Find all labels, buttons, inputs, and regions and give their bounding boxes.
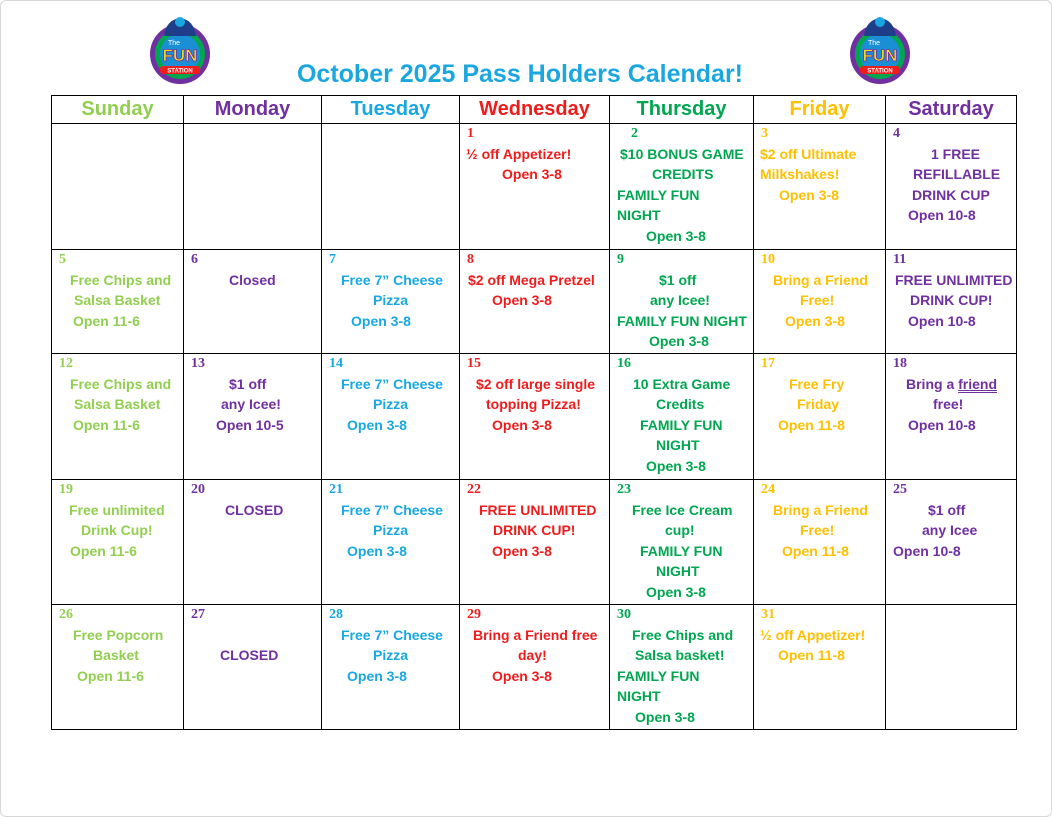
date-number: 6 xyxy=(191,252,198,267)
hours-line: Open 3-8 xyxy=(347,417,407,433)
date-number: 15 xyxy=(467,356,481,371)
date-number: 17 xyxy=(761,356,775,371)
day-cell xyxy=(610,250,754,354)
date-number: 31 xyxy=(761,607,775,622)
offer-line: 10 Extra Game xyxy=(633,376,731,392)
week-row xyxy=(52,354,1017,480)
date-number: 1 xyxy=(467,126,474,141)
offer-line: Basket xyxy=(93,647,139,663)
offer-line: Free unlimited xyxy=(69,502,165,518)
hours-line: Open 11-6 xyxy=(77,668,144,684)
hours-line: Open 11-6 xyxy=(70,543,137,559)
offer-line: 1 FREE xyxy=(931,146,981,162)
hours-line: Open 3-8 xyxy=(785,313,845,329)
hours-line: Open 3-8 xyxy=(649,333,709,349)
day-cell xyxy=(52,124,184,250)
day-cell xyxy=(754,124,886,250)
day-cell xyxy=(322,354,460,480)
offer-line: Credits xyxy=(656,396,705,412)
day-cell xyxy=(754,250,886,354)
offer-line: CREDITS xyxy=(652,166,714,182)
offer-line: $1 off xyxy=(928,502,966,518)
day-cell xyxy=(886,124,1017,250)
offer-line: Milkshakes! xyxy=(760,166,840,182)
date-number: 24 xyxy=(761,482,775,497)
event-line: FAMILY FUN xyxy=(640,543,723,559)
date-number: 29 xyxy=(467,607,481,622)
offer-line: Free Chips and xyxy=(632,627,734,643)
day-cell xyxy=(886,250,1017,354)
offer-line: Salsa basket! xyxy=(635,647,725,663)
offer-line: Bring a Friend free xyxy=(473,627,598,643)
offer-line: topping Pizza! xyxy=(486,396,581,412)
hours-line: Open 11-6 xyxy=(73,313,140,329)
day-cell xyxy=(754,354,886,480)
offer-line: Free 7” Cheese xyxy=(341,627,443,643)
status-line: Closed xyxy=(229,272,276,288)
offer-line: Free Chips and xyxy=(70,272,172,288)
header-thursday: Thursday xyxy=(610,96,754,124)
date-number: 16 xyxy=(617,356,631,371)
week-row xyxy=(52,605,1017,730)
offer-line: any Icee! xyxy=(650,292,710,308)
day-cell xyxy=(460,250,610,354)
hours-line: Open 11-8 xyxy=(778,417,845,433)
date-number: 12 xyxy=(59,356,73,371)
weekday-header-row xyxy=(52,96,1017,124)
date-number: 11 xyxy=(893,252,907,267)
event-line: FAMILY FUN xyxy=(640,417,723,433)
day-cell xyxy=(460,354,610,480)
event-line: NIGHT xyxy=(617,207,661,223)
week-row xyxy=(52,480,1017,605)
offer-line: $1 off xyxy=(659,272,697,288)
hours-line: Open 3-8 xyxy=(347,668,407,684)
offer-line: Free! xyxy=(800,292,835,308)
offer-line: Salsa Basket xyxy=(74,292,161,308)
offer-line: FREE UNLIMITED xyxy=(479,502,597,518)
day-cell xyxy=(754,605,886,730)
logo-station-text: STATION xyxy=(167,68,193,75)
header-monday: Monday xyxy=(184,96,322,124)
hours-line: Open 3-8 xyxy=(492,668,552,684)
hours-line: Open 3-8 xyxy=(635,709,695,725)
day-cell xyxy=(886,480,1017,605)
event-line: NIGHT xyxy=(656,563,700,579)
offer-line: Friday xyxy=(797,396,840,412)
logo-station-text: STATION xyxy=(867,68,893,75)
offer-line: Free 7” Cheese xyxy=(341,376,443,392)
day-cell xyxy=(610,354,754,480)
offer-line: Pizza xyxy=(373,396,409,412)
hours-line: Open 10-5 xyxy=(216,417,284,433)
event-line: FAMILY FUN xyxy=(617,187,700,203)
offer-line: $1 off xyxy=(229,376,267,392)
day-cell xyxy=(322,480,460,605)
event-line: FAMILY FUN NIGHT xyxy=(617,313,747,329)
calendar-title: October 2025 Pass Holders Calendar! xyxy=(296,60,744,88)
hours-line: Open 3-8 xyxy=(347,543,407,559)
date-number: 7 xyxy=(329,252,336,267)
offer-line: $2 off Mega Pretzel xyxy=(468,272,595,288)
offer-line: ½ off Appetizer! xyxy=(466,146,572,162)
offer-line: Free Chips and xyxy=(70,376,172,392)
date-number: 30 xyxy=(617,607,631,622)
date-number: 25 xyxy=(893,482,907,497)
hours-line: Open 3-8 xyxy=(492,543,552,559)
header-wednesday: Wednesday xyxy=(460,96,610,124)
date-number: 5 xyxy=(59,252,66,267)
date-number: 26 xyxy=(59,607,73,622)
date-number: 8 xyxy=(467,252,474,267)
offer-line: Free 7” Cheese xyxy=(341,502,443,518)
event-line: NIGHT xyxy=(656,437,700,453)
day-cell xyxy=(184,605,322,730)
offer-line: Drink Cup! xyxy=(81,522,153,538)
day-cell xyxy=(322,124,460,250)
offer-line: REFILLABLE xyxy=(913,166,1001,182)
status-line: CLOSED xyxy=(220,647,279,663)
date-number: 19 xyxy=(59,482,73,497)
day-cell xyxy=(460,124,610,250)
date-number: 3 xyxy=(761,126,768,141)
day-cell xyxy=(754,480,886,605)
offer-line: Bring a Friend xyxy=(773,272,868,288)
offer-line: free! xyxy=(933,396,964,412)
header-tuesday: Tuesday xyxy=(322,96,460,124)
header-sunday: Sunday xyxy=(52,96,184,124)
header-saturday: Saturday xyxy=(886,96,1017,124)
day-cell xyxy=(460,480,610,605)
date-number: 9 xyxy=(617,252,624,267)
date-number: 14 xyxy=(329,356,343,371)
offer-line: cup! xyxy=(665,522,695,538)
hours-line: Open 3-8 xyxy=(646,228,706,244)
logo-fun-text: FUN xyxy=(862,46,898,65)
day-cell xyxy=(52,250,184,354)
date-number: 10 xyxy=(761,252,775,267)
date-number: 27 xyxy=(191,607,205,622)
date-number: 22 xyxy=(467,482,481,497)
header-friday: Friday xyxy=(754,96,886,124)
day-cell xyxy=(184,250,322,354)
offer-line: Pizza xyxy=(373,292,409,308)
offer-line: day! xyxy=(518,647,547,663)
offer-line: $10 BONUS GAME xyxy=(620,146,744,162)
hours-line: Open 10-8 xyxy=(908,417,976,433)
logo-the-text: The xyxy=(868,40,881,47)
hours-line: Open 3-8 xyxy=(779,187,839,203)
offer-line: any Icee! xyxy=(221,396,281,412)
date-number: 28 xyxy=(329,607,343,622)
offer-line: Pizza xyxy=(373,647,409,663)
date-number: 13 xyxy=(191,356,205,371)
week-row xyxy=(52,250,1017,354)
offer-line: Free 7” Cheese xyxy=(341,272,443,288)
hours-line: Open 11-8 xyxy=(778,647,845,663)
offer-line: $2 off large single xyxy=(476,376,596,392)
day-cell xyxy=(886,354,1017,480)
date-number: 21 xyxy=(329,482,343,497)
hours-line: Open 3-8 xyxy=(502,166,562,182)
week-row xyxy=(52,124,1017,250)
hours-line: Open 10-8 xyxy=(908,207,976,223)
offer-line: Free Popcorn xyxy=(73,627,164,643)
day-cell xyxy=(184,124,322,250)
day-cell xyxy=(886,605,1017,730)
day-cell xyxy=(184,480,322,605)
hours-line: Open 10-8 xyxy=(908,313,976,329)
offer-line: ½ off Appetizer! xyxy=(760,627,866,643)
logo-the-text: The xyxy=(168,40,181,47)
date-number: 4 xyxy=(893,126,900,141)
day-cell xyxy=(460,605,610,730)
offer-line: Free! xyxy=(800,522,835,538)
hours-line: Open 3-8 xyxy=(492,292,552,308)
day-cell xyxy=(610,605,754,730)
offer-line: DRINK CUP! xyxy=(910,292,993,308)
hours-line: Open 11-6 xyxy=(73,417,140,433)
calendar-grid xyxy=(51,95,1017,730)
hours-line: Open 11-8 xyxy=(782,543,849,559)
day-cell xyxy=(52,605,184,730)
hours-line: Open 3-8 xyxy=(646,584,706,600)
event-line: FAMILY FUN xyxy=(617,668,700,684)
day-cell xyxy=(184,354,322,480)
offer-line: $2 off Ultimate xyxy=(760,146,857,162)
date-number: 18 xyxy=(893,356,907,371)
logo-fun-text: FUN xyxy=(162,46,198,65)
hours-line: Open 3-8 xyxy=(492,417,552,433)
day-cell xyxy=(52,354,184,480)
day-cell xyxy=(52,480,184,605)
date-number: 2 xyxy=(631,126,638,141)
day-cell xyxy=(322,250,460,354)
day-cell xyxy=(610,480,754,605)
day-cell xyxy=(322,605,460,730)
offer-line: Bring a friend xyxy=(906,376,998,392)
date-number: 23 xyxy=(617,482,631,497)
offer-line: FREE UNLIMITED xyxy=(895,272,1013,288)
hours-line: Open 3-8 xyxy=(646,458,706,474)
offer-line: Salsa Basket xyxy=(74,396,161,412)
hours-line: Open 3-8 xyxy=(351,313,411,329)
status-line: CLOSED xyxy=(225,502,284,518)
offer-line: Bring a Friend xyxy=(773,502,868,518)
offer-line: Free Fry xyxy=(789,376,845,392)
offer-line: DRINK CUP! xyxy=(493,522,576,538)
day-cell xyxy=(610,124,754,250)
offer-line: DRINK CUP xyxy=(912,187,990,203)
hours-line: Open 10-8 xyxy=(893,543,961,559)
offer-line: Pizza xyxy=(373,522,409,538)
offer-line: Free Ice Cream xyxy=(632,502,733,518)
date-number: 20 xyxy=(191,482,205,497)
event-line: NIGHT xyxy=(617,688,661,704)
offer-line: any Icee xyxy=(922,522,978,538)
